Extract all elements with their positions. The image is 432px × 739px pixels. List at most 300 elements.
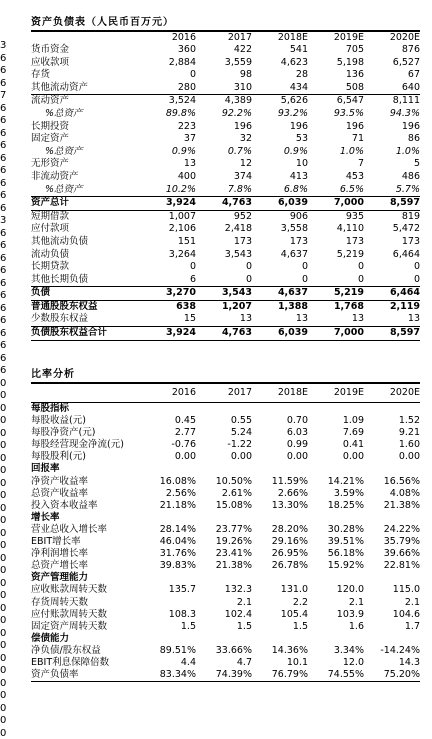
year-header: 2018E bbox=[277, 32, 308, 43]
cell-value: 28.14% bbox=[159, 523, 196, 535]
cell-value: 0.00 bbox=[398, 451, 420, 463]
year-header: 2019E bbox=[333, 32, 364, 43]
clipped-glyph: 6 bbox=[0, 315, 7, 326]
cell-value: 4,623 bbox=[280, 56, 308, 68]
clipped-glyph: 0 bbox=[0, 377, 7, 389]
cell-value: 67 bbox=[407, 69, 420, 81]
table-row bbox=[31, 108, 420, 121]
clipped-glyph: 6 bbox=[0, 365, 7, 376]
cell-value: 13 bbox=[295, 313, 308, 325]
cell-value: 10.50% bbox=[215, 475, 252, 487]
cell-value: 31.76% bbox=[159, 548, 196, 560]
cell-value: 0.55 bbox=[230, 415, 252, 427]
cell-value: 0 bbox=[189, 261, 196, 273]
cell-value: 13 bbox=[407, 313, 420, 325]
cell-value: 1.7 bbox=[404, 620, 420, 632]
cell-value: 413 bbox=[289, 170, 308, 182]
clipped-glyph: 0 bbox=[0, 527, 7, 539]
table-row bbox=[31, 313, 420, 327]
clipped-glyph: 6 bbox=[0, 227, 7, 239]
year-header: 2017 bbox=[227, 32, 252, 43]
balance-table-body bbox=[31, 44, 420, 341]
table-row bbox=[31, 133, 420, 146]
row-label: 回报率 bbox=[31, 463, 60, 475]
cell-value: 1,207 bbox=[221, 300, 252, 312]
table-row bbox=[31, 95, 420, 108]
cell-value: 74.55% bbox=[327, 669, 364, 681]
cell-value: 0 bbox=[413, 261, 420, 273]
cell-value: 3,543 bbox=[224, 248, 252, 260]
cell-value: 640 bbox=[401, 81, 420, 93]
year-header: 2016 bbox=[171, 387, 196, 398]
clipped-glyph: 6 bbox=[0, 190, 7, 201]
cell-value: 508 bbox=[345, 81, 364, 93]
cell-value: 6.8% bbox=[283, 183, 308, 195]
cell-value: 4,389 bbox=[224, 95, 252, 107]
cell-value: 2.66% bbox=[277, 487, 308, 499]
cell-value: 89.8% bbox=[165, 107, 196, 119]
cell-value: 173 bbox=[233, 235, 252, 247]
cell-value: 103.9 bbox=[336, 608, 364, 620]
cell-value: 115.0 bbox=[392, 584, 420, 596]
cell-value: 19.26% bbox=[215, 536, 252, 548]
cell-value: 952 bbox=[233, 210, 252, 222]
row-label: 少数股东权益 bbox=[31, 313, 89, 325]
clipped-glyph: 6 bbox=[0, 152, 7, 164]
cell-value: 2,106 bbox=[168, 223, 196, 235]
cell-value: 13 bbox=[239, 313, 252, 325]
cell-value: 6 bbox=[189, 273, 196, 285]
clipped-glyph: 6 bbox=[0, 102, 7, 114]
cell-value: 1,768 bbox=[333, 300, 364, 312]
cell-value: 1.0% bbox=[395, 145, 420, 157]
cell-value: 131.0 bbox=[280, 584, 308, 596]
cell-value: 486 bbox=[401, 170, 420, 182]
cell-value: 12.0 bbox=[342, 656, 364, 668]
table-row bbox=[31, 274, 420, 288]
row-label: 应付账款周转天数 bbox=[31, 608, 108, 620]
clipped-glyph: 7 bbox=[0, 90, 7, 101]
row-label: 资产总计 bbox=[31, 197, 70, 209]
row-label: 资产负债率 bbox=[31, 669, 79, 681]
cell-value: 92.2% bbox=[221, 107, 252, 119]
cell-value: 0.7% bbox=[227, 145, 252, 157]
cell-value: 6,464 bbox=[389, 287, 420, 299]
row-label: 负债股东权益合计 bbox=[31, 327, 108, 339]
cell-value: 5,198 bbox=[336, 56, 364, 68]
cell-value: 7 bbox=[357, 158, 364, 170]
cell-value: 6,464 bbox=[392, 248, 420, 260]
cell-value: 14.21% bbox=[327, 475, 364, 487]
clipped-glyph: 0 bbox=[0, 577, 7, 589]
table-row bbox=[31, 146, 420, 159]
row-label: 非流动资产 bbox=[31, 170, 79, 182]
cell-value: 1.60 bbox=[398, 439, 420, 451]
cell-value: 23.77% bbox=[215, 523, 252, 535]
cell-value: 3.59% bbox=[333, 487, 364, 499]
cell-value: 102.4 bbox=[224, 608, 252, 620]
table-row bbox=[31, 427, 420, 439]
clipped-glyph: 0 bbox=[0, 627, 7, 639]
cell-value: 453 bbox=[345, 170, 364, 182]
cell-value: 151 bbox=[177, 235, 196, 247]
table-row bbox=[31, 327, 420, 341]
row-label: %总资产 bbox=[45, 107, 83, 119]
cell-value: 2,119 bbox=[389, 300, 420, 312]
cell-value: 11.59% bbox=[271, 475, 308, 487]
year-header: 2017 bbox=[227, 387, 252, 398]
table-row bbox=[31, 69, 420, 82]
row-label: 货币资金 bbox=[31, 44, 70, 55]
cell-value: 2,418 bbox=[224, 223, 252, 235]
cell-value: 71 bbox=[351, 133, 364, 145]
row-label: EBIT利息保障倍数 bbox=[31, 656, 110, 668]
cell-value: 76.79% bbox=[271, 669, 308, 681]
row-label: 存货 bbox=[31, 69, 51, 81]
table-row bbox=[31, 633, 420, 645]
clipped-glyph: 0 bbox=[0, 402, 7, 414]
row-label: 其他长期负债 bbox=[31, 273, 89, 285]
cell-value: 2.2 bbox=[292, 596, 308, 608]
cell-value: 374 bbox=[233, 170, 252, 182]
cell-value: 32 bbox=[239, 133, 252, 145]
cell-value: 2.1 bbox=[236, 596, 252, 608]
clipped-glyph: 0 bbox=[0, 665, 7, 676]
cell-value: 14.36% bbox=[271, 644, 308, 656]
cell-value: 1,388 bbox=[277, 300, 308, 312]
ratio-analysis-title: 比率分析 bbox=[31, 368, 420, 384]
row-label: 无形资产 bbox=[31, 158, 70, 170]
clipped-glyph: 0 bbox=[0, 415, 7, 426]
table-row bbox=[31, 488, 420, 500]
cell-value: 173 bbox=[289, 235, 308, 247]
clipped-glyph: 0 bbox=[0, 552, 7, 564]
cell-value: 0 bbox=[413, 273, 420, 285]
cell-value: 13 bbox=[183, 158, 196, 170]
cell-value: 0 bbox=[245, 273, 252, 285]
clipped-glyph: 6 bbox=[0, 290, 7, 301]
cell-value: 39.51% bbox=[327, 536, 364, 548]
table-row bbox=[31, 158, 420, 171]
cell-value: 7,000 bbox=[333, 197, 364, 209]
clipped-glyph: 6 bbox=[0, 77, 7, 89]
cell-value: 21.38% bbox=[215, 560, 252, 572]
cell-value: 1,007 bbox=[168, 210, 196, 222]
cell-value: 1.09 bbox=[342, 415, 364, 427]
cell-value: 0.00 bbox=[174, 451, 196, 463]
cell-value: 10.2% bbox=[165, 183, 196, 195]
cell-value: 5.7% bbox=[395, 183, 420, 195]
cell-value: 223 bbox=[177, 120, 196, 132]
cell-value: 638 bbox=[176, 300, 196, 312]
row-label: 增长率 bbox=[31, 511, 60, 523]
cell-value: 3,924 bbox=[165, 327, 196, 339]
row-label: 固定资产周转天数 bbox=[31, 620, 108, 632]
clipped-glyph: 6 bbox=[0, 265, 7, 276]
row-label: 每股指标 bbox=[31, 403, 70, 414]
cell-value: 30.28% bbox=[327, 523, 364, 535]
row-label: 应收账款周转天数 bbox=[31, 584, 108, 596]
cell-value: 132.3 bbox=[224, 584, 252, 596]
cell-value: 33.66% bbox=[215, 644, 252, 656]
table-row bbox=[31, 669, 420, 682]
row-label: 其他流动负债 bbox=[31, 235, 89, 247]
cell-value: 6.5% bbox=[339, 183, 364, 195]
cell-value: 4.7 bbox=[236, 656, 252, 668]
cell-value: 83.34% bbox=[159, 669, 196, 681]
row-label: 负债 bbox=[31, 287, 51, 299]
cell-value: 0.45 bbox=[174, 415, 196, 427]
row-label: 净负债/股东权益 bbox=[31, 644, 101, 656]
cell-value: 4,763 bbox=[221, 197, 252, 209]
table-row bbox=[31, 249, 420, 262]
cell-value: 13 bbox=[351, 313, 364, 325]
row-label: 短期借款 bbox=[31, 210, 70, 222]
table-row bbox=[31, 261, 420, 274]
balance-sheet-title: 资产负债表（人民币百万元） bbox=[31, 16, 420, 32]
table-row bbox=[31, 451, 420, 463]
year-header: 2020E bbox=[389, 387, 420, 398]
cell-value: 104.6 bbox=[392, 608, 420, 620]
clipped-glyph: 6 bbox=[0, 127, 7, 139]
clipped-glyph: 0 bbox=[0, 715, 7, 726]
ratio-table-body bbox=[31, 403, 420, 682]
row-label: 流动资产 bbox=[31, 95, 70, 107]
row-label: 长期投资 bbox=[31, 120, 70, 132]
cell-value: 1.6 bbox=[348, 620, 364, 632]
cell-value: 0.70 bbox=[286, 415, 308, 427]
cell-value: 8,597 bbox=[389, 197, 420, 209]
clipped-glyph: 0 bbox=[0, 590, 7, 601]
cell-value: 196 bbox=[233, 120, 252, 132]
clipped-glyph: 0 bbox=[0, 427, 7, 439]
table-row bbox=[31, 171, 420, 184]
clipped-glyph: 6 bbox=[0, 340, 7, 351]
clipped-glyph: 6 bbox=[0, 277, 7, 289]
cell-value: 37 bbox=[183, 133, 196, 145]
cell-value: 35.79% bbox=[383, 536, 420, 548]
cell-value: 120.0 bbox=[336, 584, 364, 596]
cell-value: 39.83% bbox=[159, 560, 196, 572]
table-row bbox=[31, 57, 420, 70]
balance-header-row bbox=[31, 32, 420, 44]
cell-value: 196 bbox=[401, 120, 420, 132]
cell-value: 2.56% bbox=[165, 487, 196, 499]
cell-value: 5,219 bbox=[336, 248, 364, 260]
table-row bbox=[31, 500, 420, 512]
cell-value: 422 bbox=[233, 44, 252, 55]
cell-value: 5,219 bbox=[333, 287, 364, 299]
cell-value: 935 bbox=[345, 210, 364, 222]
table-row bbox=[31, 184, 420, 198]
cell-value: 26.78% bbox=[271, 560, 308, 572]
row-label: 固定资产 bbox=[31, 133, 70, 145]
cell-value: 705 bbox=[345, 44, 364, 55]
cell-value: 4.08% bbox=[389, 487, 420, 499]
cell-value: 6,547 bbox=[336, 95, 364, 107]
table-row bbox=[31, 211, 420, 224]
cell-value: 360 bbox=[177, 44, 196, 55]
cell-value: 28 bbox=[295, 69, 308, 81]
cell-value: 434 bbox=[289, 81, 308, 93]
cell-value: 0.00 bbox=[342, 451, 364, 463]
cell-value: 15.08% bbox=[215, 499, 252, 511]
cell-value: 173 bbox=[401, 235, 420, 247]
row-label: 营业总收入增长率 bbox=[31, 523, 108, 535]
year-header: 2019E bbox=[333, 387, 364, 398]
row-label: 流动负债 bbox=[31, 248, 70, 260]
cell-value: 16.56% bbox=[383, 475, 420, 487]
cell-value: 3.34% bbox=[333, 644, 364, 656]
cell-value: -0.76 bbox=[171, 439, 196, 451]
clipped-glyph: 3 bbox=[0, 215, 7, 226]
cell-value: 4,637 bbox=[277, 287, 308, 299]
left-clipped-column bbox=[0, 0, 7, 739]
cell-value: 541 bbox=[289, 44, 308, 55]
cell-value: 8,111 bbox=[392, 95, 420, 107]
cell-value: 3,543 bbox=[221, 287, 252, 299]
table-row bbox=[31, 223, 420, 236]
clipped-glyph: 0 bbox=[0, 615, 7, 626]
cell-value: 21.18% bbox=[159, 499, 196, 511]
clipped-glyph: 6 bbox=[0, 352, 7, 364]
clipped-glyph: 0 bbox=[0, 390, 7, 401]
clipped-glyph: 0 bbox=[0, 502, 7, 514]
table-row bbox=[31, 512, 420, 524]
cell-value: 1.5 bbox=[180, 620, 196, 632]
cell-value: 8,597 bbox=[389, 327, 420, 339]
row-label: 每股收益(元) bbox=[31, 415, 86, 427]
cell-value: 0 bbox=[301, 273, 308, 285]
cell-value: 74.39% bbox=[215, 669, 252, 681]
cell-value: 0.9% bbox=[171, 145, 196, 157]
cell-value: 0.00 bbox=[230, 451, 252, 463]
cell-value: 4,763 bbox=[221, 327, 252, 339]
table-row bbox=[31, 197, 420, 211]
row-label: 其他流动资产 bbox=[31, 81, 89, 93]
cell-value: 10 bbox=[295, 158, 308, 170]
cell-value: 1.52 bbox=[398, 415, 420, 427]
cell-value: 108.3 bbox=[168, 608, 196, 620]
cell-value: 0 bbox=[357, 273, 364, 285]
clipped-glyph: 0 bbox=[0, 702, 7, 714]
cell-value: 7,000 bbox=[333, 327, 364, 339]
cell-value: 4,637 bbox=[280, 248, 308, 260]
row-label: 投入资本收益率 bbox=[31, 499, 98, 511]
cell-value: 906 bbox=[289, 210, 308, 222]
table-row bbox=[31, 597, 420, 609]
cell-value: 89.51% bbox=[159, 644, 196, 656]
cell-value: 0 bbox=[189, 69, 196, 81]
cell-value: 196 bbox=[345, 120, 364, 132]
table-row bbox=[31, 82, 420, 96]
row-label: 每股经营现金净流(元) bbox=[31, 439, 124, 451]
cell-value: 2.1 bbox=[404, 596, 420, 608]
cell-value: 310 bbox=[233, 81, 252, 93]
cell-value: 3,524 bbox=[168, 95, 196, 107]
clipped-glyph: 0 bbox=[0, 452, 7, 464]
row-label: %总资产 bbox=[45, 145, 83, 157]
cell-value: 3,270 bbox=[165, 287, 196, 299]
clipped-glyph: 6 bbox=[0, 240, 7, 251]
table-row bbox=[31, 609, 420, 621]
cell-value: 93.2% bbox=[277, 107, 308, 119]
cell-value: 5.24 bbox=[230, 427, 252, 439]
clipped-glyph: 6 bbox=[0, 52, 7, 64]
cell-value: 0.41 bbox=[342, 439, 364, 451]
cell-value: 98 bbox=[239, 69, 252, 81]
year-header: 2018E bbox=[277, 387, 308, 398]
clipped-glyph: 0 bbox=[0, 727, 7, 739]
cell-value: 9.21 bbox=[398, 427, 420, 439]
row-label: 净利润增长率 bbox=[31, 548, 89, 560]
cell-value: 3,559 bbox=[224, 56, 252, 68]
cell-value: 876 bbox=[401, 44, 420, 55]
cell-value: 3,558 bbox=[280, 223, 308, 235]
row-label: 每股股利(元) bbox=[31, 451, 86, 463]
clipped-glyph: 6 bbox=[0, 302, 7, 314]
clipped-glyph: 0 bbox=[0, 565, 7, 576]
ratio-header-row bbox=[31, 384, 420, 403]
cell-value: 6.03 bbox=[286, 427, 308, 439]
row-label: 资产管理能力 bbox=[31, 572, 89, 584]
cell-value: 5,472 bbox=[392, 223, 420, 235]
clipped-glyph: 0 bbox=[0, 690, 7, 701]
cell-value: 6,039 bbox=[277, 197, 308, 209]
table-row bbox=[31, 536, 420, 548]
cell-value: 28.20% bbox=[271, 523, 308, 535]
cell-value: 6,527 bbox=[392, 56, 420, 68]
clipped-glyph: 0 bbox=[0, 440, 7, 451]
row-label: 净资产收益率 bbox=[31, 475, 89, 487]
cell-value: 29.16% bbox=[271, 536, 308, 548]
cell-value: 13.30% bbox=[271, 499, 308, 511]
clipped-glyph: 0 bbox=[0, 602, 7, 614]
cell-value: 5 bbox=[413, 158, 420, 170]
table-row bbox=[31, 301, 420, 314]
table-row bbox=[31, 584, 420, 596]
table-row bbox=[31, 476, 420, 488]
table-row bbox=[31, 403, 420, 415]
cell-value: 0.99 bbox=[286, 439, 308, 451]
row-label: EBIT增长率 bbox=[31, 536, 81, 548]
row-label: 普通股股东权益 bbox=[31, 300, 98, 312]
cell-value: 3,924 bbox=[165, 197, 196, 209]
cell-value: 196 bbox=[289, 120, 308, 132]
table-row bbox=[31, 44, 420, 57]
table-row bbox=[31, 236, 420, 249]
row-label: 偿债能力 bbox=[31, 632, 70, 644]
cell-value: 94.3% bbox=[389, 107, 420, 119]
table-row bbox=[31, 548, 420, 560]
cell-value: 15 bbox=[183, 313, 196, 325]
cell-value: 23.41% bbox=[215, 548, 252, 560]
table-row bbox=[31, 439, 420, 451]
cell-value: -1.22 bbox=[227, 439, 252, 451]
cell-value: 56.18% bbox=[327, 548, 364, 560]
clipped-glyph: 0 bbox=[0, 540, 7, 551]
cell-value: 14.3 bbox=[398, 656, 420, 668]
cell-value: 2.61% bbox=[221, 487, 252, 499]
cell-value: 1.5 bbox=[292, 620, 308, 632]
table-row bbox=[31, 121, 420, 134]
row-label: 存货周转天数 bbox=[31, 596, 89, 608]
balance-sheet-section bbox=[31, 16, 420, 341]
clipped-glyph: 6 bbox=[0, 65, 7, 76]
table-row bbox=[31, 572, 420, 584]
clipped-glyph: 0 bbox=[0, 515, 7, 526]
cell-value: 46.04% bbox=[159, 536, 196, 548]
